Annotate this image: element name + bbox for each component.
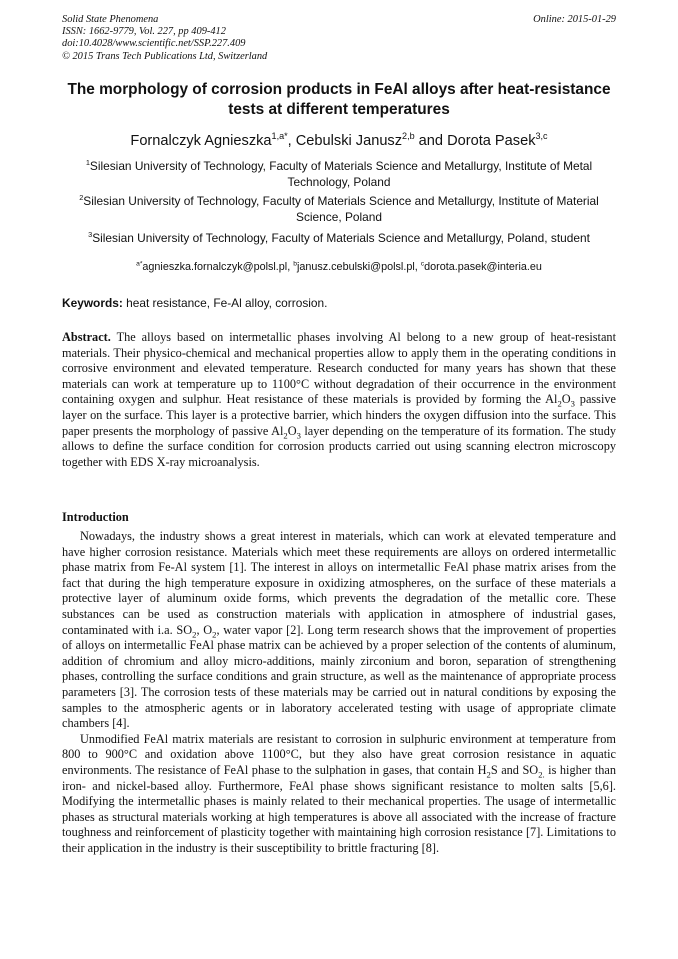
introduction-body bbox=[62, 529, 616, 856]
author-separator: , bbox=[287, 133, 296, 149]
email-address[interactable]: janusz.cebulski@polsl.pl bbox=[296, 261, 415, 273]
intro-text: Unmodified FeAl matrix materials are resistant to corrosion in sulphuric environment at temperature from 800 to 900°C and oxidation above 1100°C, but they also have great corrosion resistance in aquatic environments. The resistance of FeAl phase to the sulphation in gases, that contain H bbox=[62, 731, 616, 777]
journal-issn: ISSN: 1662-9779, Vol. 227, pp 409-412 bbox=[62, 26, 226, 38]
journal-name: Solid State Phenomena bbox=[62, 14, 159, 25]
affiliation-2 bbox=[62, 193, 616, 226]
author-separator: and bbox=[414, 133, 448, 149]
email-mark: b bbox=[293, 260, 297, 268]
author-name: Fornalczyk Agnieszka bbox=[130, 133, 272, 149]
paper-title: The morphology of corrosion products in FeAl alloys after heat-resistance tests at different temperatures bbox=[67, 81, 611, 118]
email-address[interactable]: dorota.pasek@interia.eu bbox=[424, 261, 542, 273]
email-separator: , bbox=[414, 261, 421, 273]
author-affiliation-mark: 2,b bbox=[402, 131, 415, 142]
section-heading-introduction: Introduction bbox=[62, 510, 129, 524]
keywords-label: Keywords: bbox=[62, 296, 123, 310]
formula-subscript: 2. bbox=[538, 769, 545, 780]
journal-copyright: © 2015 Trans Tech Publications Ltd, Switzerland bbox=[62, 50, 268, 62]
affiliation-mark: 2 bbox=[79, 193, 84, 203]
online-date bbox=[533, 14, 616, 26]
email-list bbox=[62, 260, 616, 274]
email-address[interactable]: agnieszka.fornalczyk@polsl.pl bbox=[142, 261, 288, 273]
formula-element: O bbox=[561, 392, 571, 407]
affiliation-text: Silesian University of Technology, Faculty of Materials Science and Metallurgy, Institute of Material Science, Poland bbox=[83, 194, 599, 225]
email-separator: , bbox=[287, 261, 294, 273]
abstract-text-2: passive layer on the surface. This layer is a protective barrier, which hinders the oxygen diffusion into the surface. This paper presents the morphology of passive Al bbox=[62, 392, 616, 438]
abstract bbox=[62, 330, 616, 470]
affiliation-3 bbox=[62, 230, 616, 246]
journal-header bbox=[62, 14, 267, 63]
affiliation-1 bbox=[62, 158, 616, 191]
keywords bbox=[62, 296, 616, 311]
abstract-text-3: layer depending on the temperature of its formation. The study allows to define the surface condition for corrosion products carried out using scanning electron microscopy together with EDS X-ray microanalysis. bbox=[62, 423, 616, 469]
formula-subscript: 2 bbox=[557, 398, 562, 409]
affiliation-text: Silesian University of Technology, Faculty of Materials Science and Metallurgy, Poland, student bbox=[92, 231, 590, 245]
author-name: Dorota Pasek bbox=[447, 133, 536, 149]
intro-text: , O bbox=[196, 622, 213, 637]
formula-subscript: 2 bbox=[192, 629, 197, 640]
formula-subscript: 3 bbox=[296, 430, 301, 441]
formula-subscript: 2 bbox=[212, 629, 217, 640]
formula-subscript: 2 bbox=[283, 430, 288, 441]
email-mark: c bbox=[420, 260, 425, 268]
author-affiliation-mark: 1,a* bbox=[271, 131, 288, 142]
affiliation-text: Silesian University of Technology, Faculty of Materials Science and Metallurgy, Institute of Metal Technology, Poland bbox=[89, 159, 593, 190]
formula-element: O bbox=[287, 423, 297, 438]
intro-paragraph-2 bbox=[62, 732, 616, 857]
author-name: Cebulski Janusz bbox=[295, 133, 403, 149]
affiliation-mark: 1 bbox=[85, 158, 90, 168]
affiliation-mark: 3 bbox=[88, 230, 93, 240]
intro-text: Nowadays, the industry shows a great interest in materials, which can work at elevated temperature and have higher corrosion resistance. Materials which meet these requirements are alloys on ordered intermetallic phase matrix from Fe-Al system [1]. The interest in alloys on intermetallic FeAl phase matrix arises from the fact that during the high temperature exposure in oxidizing atmospheres, on the surface of these materials a protective layer of aluminum oxide forms, which prevents the degradation of the metallic core. These substances can be used as construction materials with application in atmosphere of industrial gases, contaminated with i.a. SO bbox=[62, 529, 616, 637]
abstract-text-1: The alloys based on intermetallic phases involving Al belong to a new group of heat-resistant materials. Their physico-chemical and mechanical properties allow to apply them in the operating conditions in corrosive environment and elevated temperature. Research conducted for many years has shown that these materials can work at temperature up to 1100°C without degradation of their occurrence in the environment containing oxygen and sulphur. Heat resistance of these materials is provided by forming the Al bbox=[62, 330, 616, 407]
author-list bbox=[62, 132, 616, 150]
intro-text: is higher than iron- and nickel-based alloy. Furthermore, FeAl phase shows significant resistance to molten salts [5,6]. Modifying the intermetallic phases is mainly related to their mechanical properties. The usage of intermetallic phases as structural materials working at high temperatures is above all associated with the increase of fracture toughness and reinforcement of plasticity together with maintaining high corrosion resistance [7]. Limitations to their application in the industry is their susceptibility to brittle fracturing [8]. bbox=[62, 762, 616, 855]
online-date-text: Online: 2015-01-29 bbox=[533, 14, 616, 25]
intro-text: S and SO bbox=[490, 762, 539, 777]
journal-doi: doi:10.4028/www.scientific.net/SSP.227.409 bbox=[62, 38, 246, 50]
abstract-label: Abstract. bbox=[62, 330, 111, 344]
formula-subscript: 2 bbox=[486, 769, 491, 780]
email-mark: a* bbox=[136, 260, 143, 268]
intro-text: , water vapor [2]. Long term research shows that the improvement of properties of alloys on intermetallic FeAl phase matrix can be achieved by a proper selection of the contents of aluminum, addition of chromium and alloy micro-additions, mainly zirconium and boron, separation of strengthening phases, controlling the surface conditions and grain structure, as well as the maintenance of appropriate process parameters [3]. The corrosion tests of these materials may be carried out in natural conditions by exposing the samples to the atmospheric agents or in laboratory accelerated testing with usage of appropriate climate chambers [4]. bbox=[62, 622, 616, 731]
keywords-text: heat resistance, Fe-Al alloy, corrosion. bbox=[122, 296, 328, 310]
author-affiliation-mark: 3,c bbox=[535, 131, 548, 142]
intro-paragraph-1 bbox=[62, 529, 616, 732]
formula-subscript: 3 bbox=[570, 398, 575, 409]
